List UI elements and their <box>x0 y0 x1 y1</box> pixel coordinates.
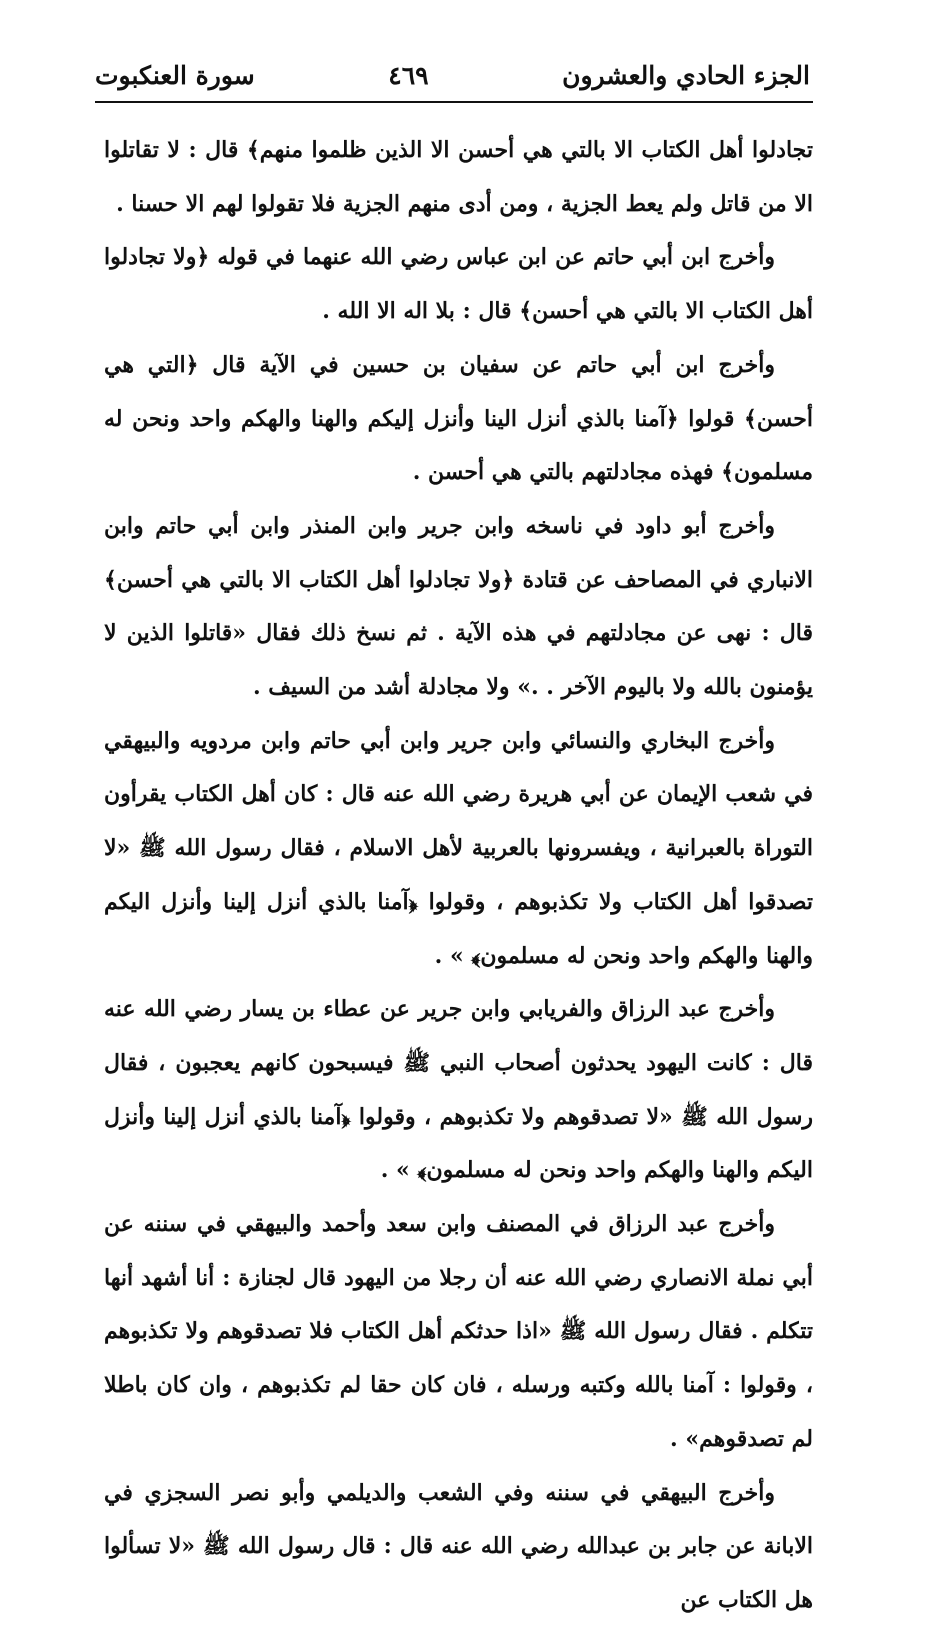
header-divider <box>95 101 813 103</box>
paragraph: وأخرج أبو داود في ناسخه وابن جرير وابن المنذر وابن أبي حاتم وابن الانباري في المصاحف عن قتادة ﴿ولا تجادلوا أهل الكتاب الا بالتي هي أحسن﴾ قال : نهى عن مجادلتهم في هذه الآية . ثم نسخ ذلك فقال «قاتلوا الذين لا يؤمنون بالله ولا باليوم الآخر . .» ولا مجادلة أشد من السيف . <box>104 512 813 701</box>
surah-title: سورة العنكبوت <box>95 60 255 90</box>
paragraph: وأخرج ابن أبي حاتم عن سفيان بن حسين في الآية قال ﴿التي هي أحسن﴾ قولوا ﴿آمنا بالذي أنزل الينا وأنزل إليكم والهنا والهكم واحد ونحن له مسلمون﴾ فهذه مجادلتهم بالتي هي أحسن . <box>104 351 813 486</box>
paragraph: وأخرج البخاري والنسائي وابن جرير وابن أبي حاتم وابن مردويه والبيهقي في شعب الإيمان عن أبي هريرة رضي الله عنه قال : كان أهل الكتاب يقرأون التوراة بالعبرانية ، ويفسرونها بالعربية لأهل الاسلام ، فقال رسول الله ﷺ «لا تصدقوا أهل الكتاب ولا تكذبوهم ، وقولوا ﴿آمنا بالذي أنزل إلينا وأنزل اليكم والهنا والهكم واحد ونحن له مسلمون﴾ » . <box>104 727 813 969</box>
part-title: الجزء الحادي والعشرون <box>562 60 810 90</box>
running-header <box>95 52 810 98</box>
paragraph: وأخرج البيهقي في سننه وفي الشعب والديلمي وأبو نصر السجزي في الابانة عن جابر بن عبدالله رضي الله عنه قال : قال رسول الله ﷺ «لا تسألوا هل الكتاب عن <box>104 1479 813 1613</box>
paragraph: تجادلوا أهل الكتاب الا بالتي هي أحسن الا الذين ظلموا منهم﴾ قال : لا تقاتلوا الا من قاتل ولم يعط الجزية ، ومن أدى منهم الجزية فلا تقولوا لهم الا حسنا . <box>104 137 813 217</box>
page-number: ٤٦٩ <box>388 60 429 90</box>
paragraph: وأخرج عبد الرزاق والفريابي وابن جرير عن عطاء بن يسار رضي الله عنه قال : كانت اليهود يحدثون أصحاب النبي ﷺ فيسبحون كانهم يعجبون ، فقال رسول الله ﷺ «لا تصدقوهم ولا تكذبوهم ، وقولوا ﴿آمنا بالذي أنزل إلينا وأنزل اليكم والهنا والهكم واحد ونحن له مسلمون﴾ » . <box>104 996 813 1184</box>
paragraph: وأخرج عبد الرزاق في المصنف وابن سعد وأحمد والبيهقي في سننه عن أبي نملة الانصاري رضي الله عنه أن رجلا من اليهود قال لجنازة : أنا أشهد أنها تتكلم . فقال رسول الله ﷺ «اذا حدثكم أهل الكتاب فلا تصدقوهم ولا تكذبوهم ، وقولوا : آمنا بالله وكتبه ورسله ، فان كان حقا لم تكذبوهم ، وان كان باطلا لم تصدقوهم» . <box>104 1211 813 1452</box>
page-body <box>104 124 813 1628</box>
paragraph: وأخرج ابن أبي حاتم عن ابن عباس رضي الله عنهما في قوله ﴿ولا تجادلوا أهل الكتاب الا بالتي هي أحسن﴾ قال : بلا اله الا الله . <box>104 244 813 325</box>
